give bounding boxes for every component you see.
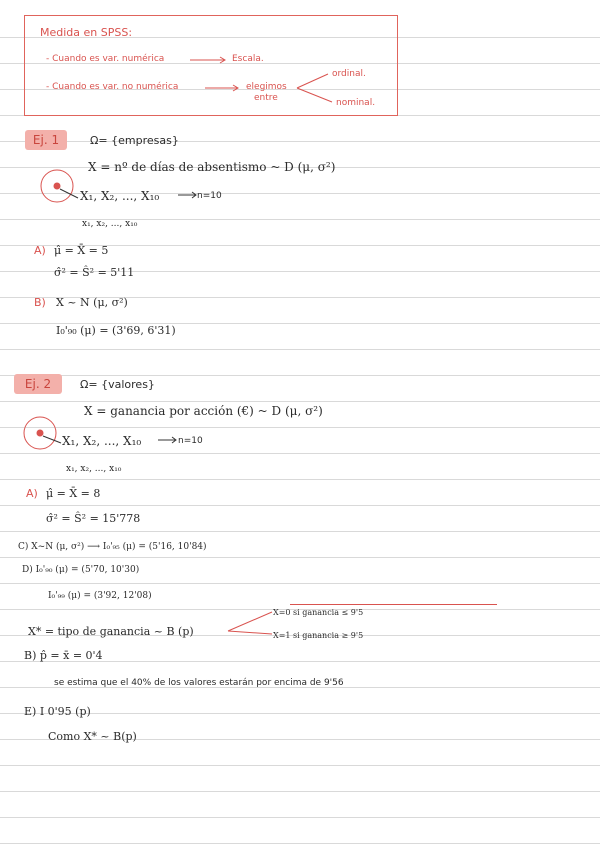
ej1-sigma-estimate: σ̂² = Ŝ² = 5'11 bbox=[54, 266, 135, 279]
ej2-values: x₁, x₂, ..., x₁₀ bbox=[66, 464, 122, 474]
branch-up-icon bbox=[297, 74, 328, 88]
choose-text: elegimos bbox=[246, 82, 287, 92]
ej2-variable-definition: X = ganancia por acción (€) ~ D (μ, σ²) bbox=[84, 404, 323, 418]
branch-up-icon bbox=[228, 612, 272, 631]
ej2-mu-estimate: μ̂ = X̄ = 8 bbox=[46, 487, 101, 500]
between-text: entre bbox=[254, 93, 278, 103]
ej2-d-line: D) I₀'₉₀ (μ) = (5'70, 10'30) bbox=[22, 565, 140, 575]
ej2-xstar-case-0: X=0 si ganancia ≤ 9'5 bbox=[273, 608, 364, 617]
ej1-model: X ~ N (μ, σ²) bbox=[56, 296, 128, 309]
ej2-xstar-definition: X* = tipo de ganancia ~ B (p) bbox=[28, 625, 194, 638]
ordinal-text: ordinal. bbox=[332, 69, 366, 79]
target-circle-icon bbox=[24, 417, 56, 449]
ej2-b-line: B) p̂ = x̄ = 0'4 bbox=[24, 649, 103, 662]
ej1-omega: Ω= {empresas} bbox=[90, 134, 179, 147]
numeric-var-text: - Cuando es var. numérica bbox=[46, 54, 165, 64]
ej2-b-interpretation: se estima que el 40% de los valores estarán por encima de 9'56 bbox=[54, 678, 344, 688]
exercise-2-tag: Ej. 2 bbox=[14, 374, 62, 394]
exercise-1-tag: Ej. 1 bbox=[25, 130, 67, 150]
ej2-a-label: A) bbox=[26, 487, 38, 500]
ej2-c-line: C) X~N (μ, σ²) ⟶ I₀'₉₅ (μ) = (5'16, 10'84) bbox=[18, 542, 207, 552]
red-underline bbox=[290, 604, 497, 605]
ej2-d-line2: I₀'₉₉ (μ) = (3'92, 12'08) bbox=[48, 591, 152, 601]
spss-title: Medida en SPSS: bbox=[40, 26, 133, 39]
ej2-sample: X₁, X₂, ..., X₁₀ bbox=[62, 434, 142, 448]
ej2-omega: Ω= {valores} bbox=[80, 378, 155, 391]
branch-down-icon bbox=[228, 631, 272, 634]
ej2-e-text: Como X* ~ B(p) bbox=[48, 730, 137, 743]
ej2-e-line: E) I 0'95 (p) bbox=[24, 705, 91, 718]
ej1-variable-definition: X = nº de días de absentismo ~ D (μ, σ²) bbox=[88, 160, 336, 174]
target-circle-icon bbox=[41, 170, 73, 202]
branch-down-icon bbox=[297, 88, 332, 102]
scale-text: Escala. bbox=[232, 54, 264, 64]
ej1-interval: I₀'₉₀ (μ) = (3'69, 6'31) bbox=[56, 324, 176, 337]
ej2-n: n=10 bbox=[178, 436, 203, 446]
ej2-xstar-case-1: X=1 si ganancia ≥ 9'5 bbox=[273, 631, 364, 640]
ej1-n: n=10 bbox=[197, 191, 222, 201]
nominal-text: nominal. bbox=[336, 98, 376, 108]
ej2-sigma-estimate: σ̂² = Ŝ² = 15'778 bbox=[46, 512, 141, 525]
ej1-mu-estimate: μ̂ = X̄ = 5 bbox=[54, 244, 109, 257]
ej1-b-label: B) bbox=[34, 296, 46, 309]
ej1-sample: X₁, X₂, ..., X₁₀ bbox=[80, 189, 160, 203]
ej1-values: x₁, x₂, ..., x₁₀ bbox=[82, 219, 138, 229]
non-numeric-var-text: - Cuando es var. no numérica bbox=[46, 82, 179, 92]
ej1-a-label: A) bbox=[34, 244, 46, 257]
